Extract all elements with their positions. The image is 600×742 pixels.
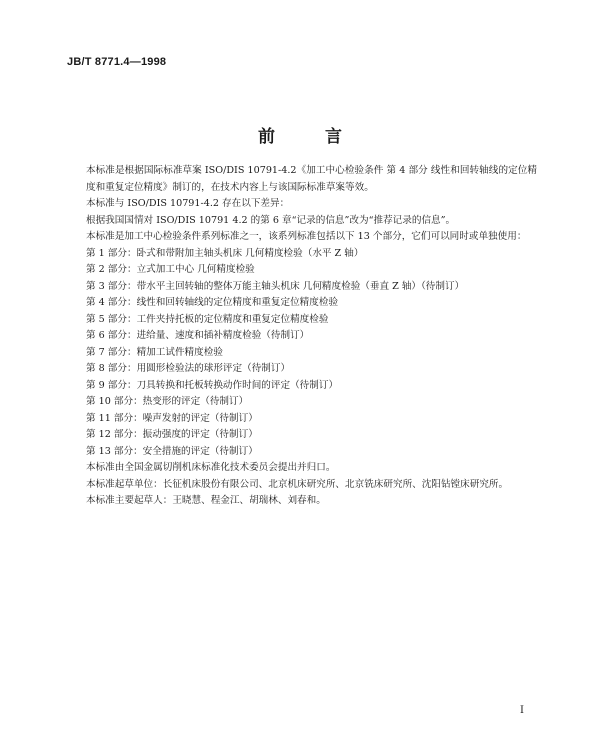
standard-code: JB/T 8771.4—1998 [67,56,167,68]
list-item: 第 5 部分：工件夹持托板的定位精度和重复定位精度检验 [86,313,329,325]
paragraph-basis: 本标准是根据国际标准草案 ISO/DIS 10791-4.2《加工中心检验条件 第 4 部分 线性和回转轴线的定位精度和重复定位精度》制订的，在技术内容上与该国际标准草案等效。 [86,165,537,193]
paragraph-drafters: 本标准主要起草人：王晓慧、程金江、胡瑞林、刘春和。 [86,495,326,506]
page-title: 前 言 [258,127,364,147]
paragraph-differences: 本标准与 ISO/DIS 10791-4.2 存在以下差异： [86,198,290,209]
paragraph-proposer: 本标准由全国金属切削机床标准化技术委员会提出并归口。 [86,462,336,473]
list-item: 第 13 部分：安全措施的评定（待制订） [86,445,258,457]
paragraph-change: 根据我国国情对 ISO/DIS 10791 4.2 的第 6 章“记录的信息”改为“推荐记录的信息”。 [86,214,456,226]
list-item: 第 7 部分：精加工试件精度检验 [86,346,223,358]
paragraph-series: 本标准是加工中心检验条件系列标准之一，该系列标准包括以下 13 个部分，它们可以同时或单独使用： [86,231,527,242]
page-number: I [520,705,524,716]
list-item: 第 12 部分：振动强度的评定（待制订） [86,429,258,440]
list-item: 第 10 部分：热变形的评定（待制订） [86,396,249,407]
list-item: 第 8 部分：用圆形检验法的球形评定（待制订） [86,363,291,374]
list-item: 第 3 部分：带水平主回转轴的整体万能主轴头机床 几何精度检验（垂直 Z 轴）（待制订） [86,280,465,292]
list-item: 第 11 部分：噪声发射的评定（待制订） [86,412,258,424]
list-item: 第 2 部分：立式加工中心 几何精度检验 [86,264,255,275]
list-item: 第 1 部分：卧式和带附加主轴头机床 几何精度检验（水平 Z 轴） [86,247,364,259]
list-item: 第 6 部分：进给量、速度和插补精度检验（待制订） [86,330,310,341]
list-item: 第 4 部分：线性和回转轴线的定位精度和重复定位精度检验 [86,297,339,308]
list-item: 第 9 部分：刀具转换和托板转换动作时间的评定（待制订） [86,379,339,391]
paragraph-drafting-units: 本标准起草单位：长征机床股份有限公司、北京机床研究所、北京铣床研究所、沈阳钻镗床研究所。 [86,478,509,490]
document-body [67,163,537,510]
